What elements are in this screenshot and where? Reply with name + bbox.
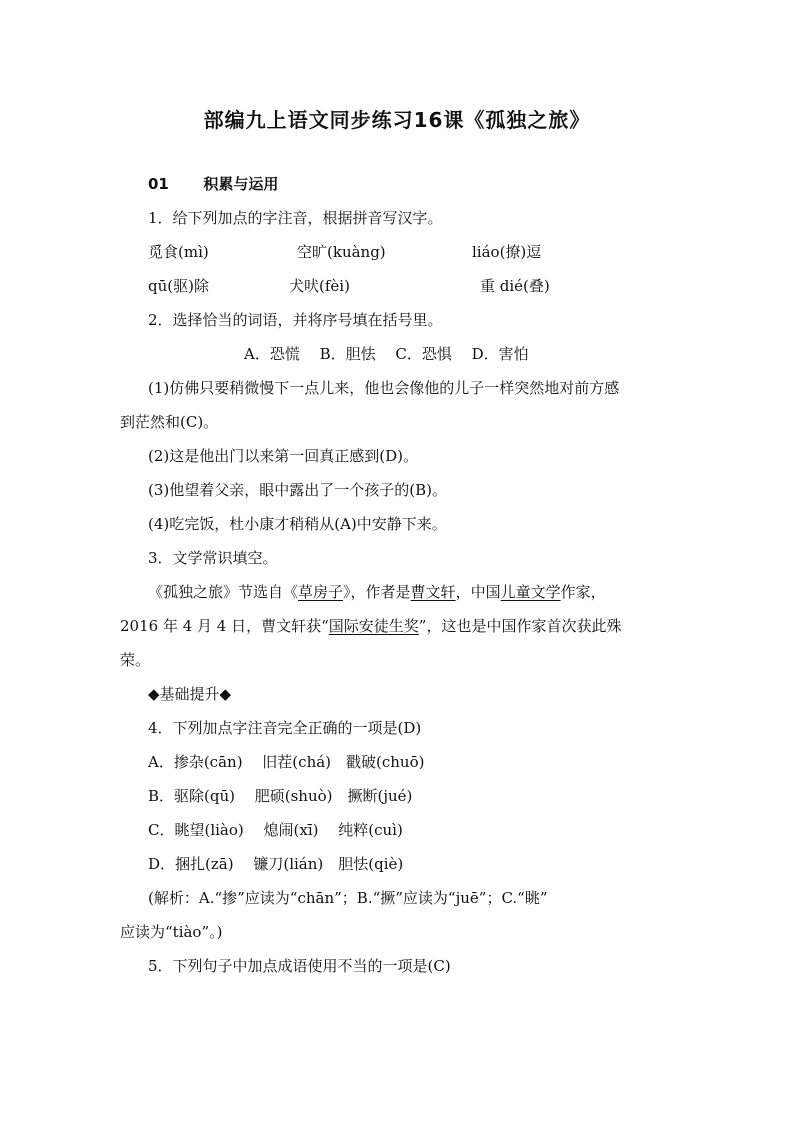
- q3-line-1: [148, 582, 606, 602]
- q2-sentence-2: (2)这是他出门以来第一回真正感到(D)。: [148, 447, 418, 465]
- q1-item: 空旷(kuàng): [297, 243, 386, 261]
- section-heading-2: ◆基础提升◆: [148, 685, 232, 703]
- q2-sentence-3: (3)他望着父亲，眼中露出了一个孩子的(B)。: [148, 481, 447, 499]
- answer-genre: 儿童文学: [500, 583, 561, 601]
- page-title: 部编九上语文同步练习16课《孤独之旅》: [203, 108, 591, 132]
- q2-sentence-1: (1)仿佛只要稍微慢下一点儿来，他也会像他的儿子一样突然地对前方感: [148, 379, 620, 397]
- q3-text: 作家，: [560, 583, 606, 601]
- q3-line-3: 荣。: [120, 651, 151, 669]
- q2-sentence-1-cont: 到茫然和(C)。: [120, 413, 219, 431]
- question-1-stem: 1．给下列加点的字注音，根据拼音写汉字。: [148, 209, 443, 227]
- q4-option-d: D．捆扎(zā) 镰刀(lián) 胆怯(qiè): [148, 855, 404, 873]
- q4-option-a: A．掺杂(cān) 旧茬(chá) 戳破(chuō): [148, 753, 425, 771]
- q4-explanation-cont: 应读为“tiào”。): [120, 923, 223, 941]
- q1-item: 犬吠(fèi): [289, 277, 350, 295]
- q1-item: qū(驱)除: [148, 277, 209, 295]
- q1-item: 重 dié(叠): [480, 277, 550, 295]
- question-2-options: A．恐慌 B．胆怯 C．恐惧 D．害怕: [244, 345, 529, 363]
- q3-text: 》，作者是: [343, 583, 411, 601]
- question-4-stem: 4．下列加点字注音完全正确的一项是(D): [148, 719, 422, 737]
- answer-author: 曹文轩: [410, 583, 456, 601]
- q1-item: liáo(撩)逗: [472, 243, 542, 261]
- q3-text: 2016 年 4 月 4 日，曹文轩获“: [120, 617, 329, 635]
- question-5-stem: 5．下列句子中加点成语使用不当的一项是(C): [148, 957, 451, 975]
- q3-text: ，中国: [455, 583, 501, 601]
- section-number: 01: [148, 175, 169, 193]
- q4-explanation: (解析：A.“掺”应读为“chān”；B.“撅”应读为“juē”；C.“眺”: [148, 889, 548, 907]
- section-name: 积累与运用: [203, 175, 279, 193]
- q3-text: 《孤独之旅》节选自《: [148, 583, 299, 601]
- q2-sentence-4: (4)吃完饭，杜小康才稍稍从(A)中安静下来。: [148, 515, 447, 533]
- q3-line-2: [120, 616, 621, 636]
- q4-option-b: B．驱除(qū) 肥硕(shuò) 撅断(jué): [148, 787, 413, 805]
- q4-option-c: C．眺望(liào) 熄闹(xī) 纯粹(cuì): [148, 821, 403, 839]
- question-3-stem: 3．文学常识填空。: [148, 549, 278, 567]
- answer-award: 国际安徒生奖: [328, 617, 419, 635]
- answer-book: 草房子: [298, 583, 344, 601]
- q1-item: 觅食(mì): [148, 243, 209, 261]
- question-2-stem: 2．选择恰当的词语，并将序号填在括号里。: [148, 311, 443, 329]
- q3-text: ”，这也是中国作家首次获此殊: [418, 617, 622, 635]
- section-heading-1: [148, 174, 278, 194]
